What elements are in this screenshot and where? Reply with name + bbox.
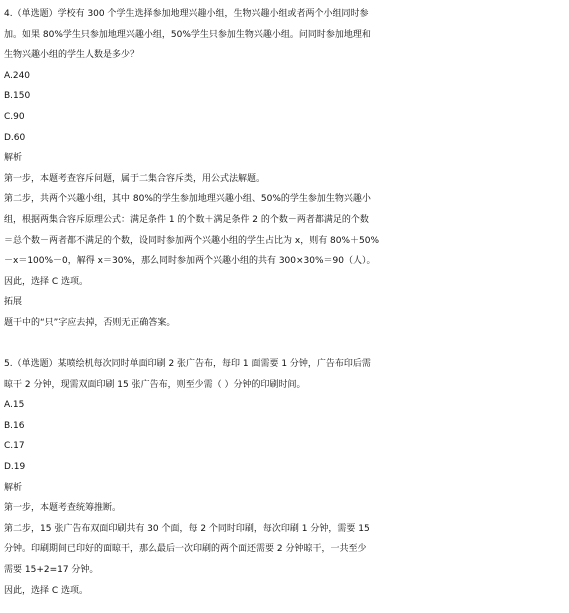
question-stem-line: 晾干 2 分钟，现需双面印刷 15 张广告布，则至少需（ ）分钟的印刷时间。 (4, 379, 306, 390)
question-stem-line: 5.（单选题）某喷绘机每次同时单面印刷 2 张广告布，每印 1 面需要 1 分钟，广告布印后需 (4, 359, 371, 370)
analysis-line: ＝总个数－两者都不满足的个数，设同时参加两个兴趣小组的学生占比为 x，则有 80%＋50% (4, 235, 380, 246)
question-stem-line: 生物兴趣小组的学生人数是多少？ (4, 50, 140, 61)
analysis-line: －x＝100%－0，解得 x＝30%，那么同时参加两个兴趣小组的共有 300×30%＝90（人）。 (4, 256, 376, 267)
document-body (4, 4, 566, 601)
option-c: C.17 (4, 441, 25, 452)
analysis-line: 因此，选择 C 选项。 (4, 585, 89, 596)
option-d: D.60 (4, 132, 26, 143)
analysis-line: 因此，选择 C 选项。 (4, 276, 89, 287)
option-c: C.90 (4, 111, 25, 122)
analysis-line: 第二步，共两个兴趣小组，其中 80%的学生参加地理兴趣小组、50%的学生参加生物兴趣小 (4, 194, 371, 205)
extension-heading: 拓展 (4, 297, 23, 308)
analysis-line: 分钟。印刷期间已印好的面晾干，那么最后一次印刷的两个面还需要 2 分钟晾干，一共至少 (4, 544, 367, 555)
analysis-line: 第二步，15 张广告布双面印刷共有 30 个面，每 2 个同时印刷，每次印刷 1 分钟，需要 15 (4, 523, 370, 534)
analysis-line: 第一步，本题考查统筹推断。 (4, 503, 122, 514)
analysis-heading: 解析 (4, 482, 23, 493)
analysis-line: 组，根据两集合容斥原理公式：满足条件 1 的个数＋满足条件 2 的个数－两者都满足的个数 (4, 214, 369, 225)
question-stem-line: 加。如果 80%学生只参加地理兴趣小组，50%学生只参加生物兴趣小组。问同时参加地理和 (4, 29, 371, 40)
analysis-heading: 解析 (4, 153, 23, 164)
option-a: A.240 (4, 70, 31, 81)
question-stem-line: 4.（单选题）学校有 300 个学生选择参加地理兴趣小组，生物兴趣小组或者两个小组同时参 (4, 9, 369, 19)
extension-line: 题干中的“只”字应去掉，否则无正确答案。 (4, 317, 176, 328)
option-b: B.16 (4, 420, 25, 431)
question-5 (4, 354, 566, 601)
analysis-line: 需要 15+2=17 分钟。 (4, 565, 99, 576)
question-separator (4, 334, 566, 355)
question-4 (4, 4, 566, 334)
option-d: D.19 (4, 462, 26, 473)
option-a: A.15 (4, 400, 25, 411)
analysis-line: 第一步，本题考查容斥问题，属于二集合容斥类，用公式法解题。 (4, 173, 266, 184)
option-b: B.150 (4, 91, 31, 102)
